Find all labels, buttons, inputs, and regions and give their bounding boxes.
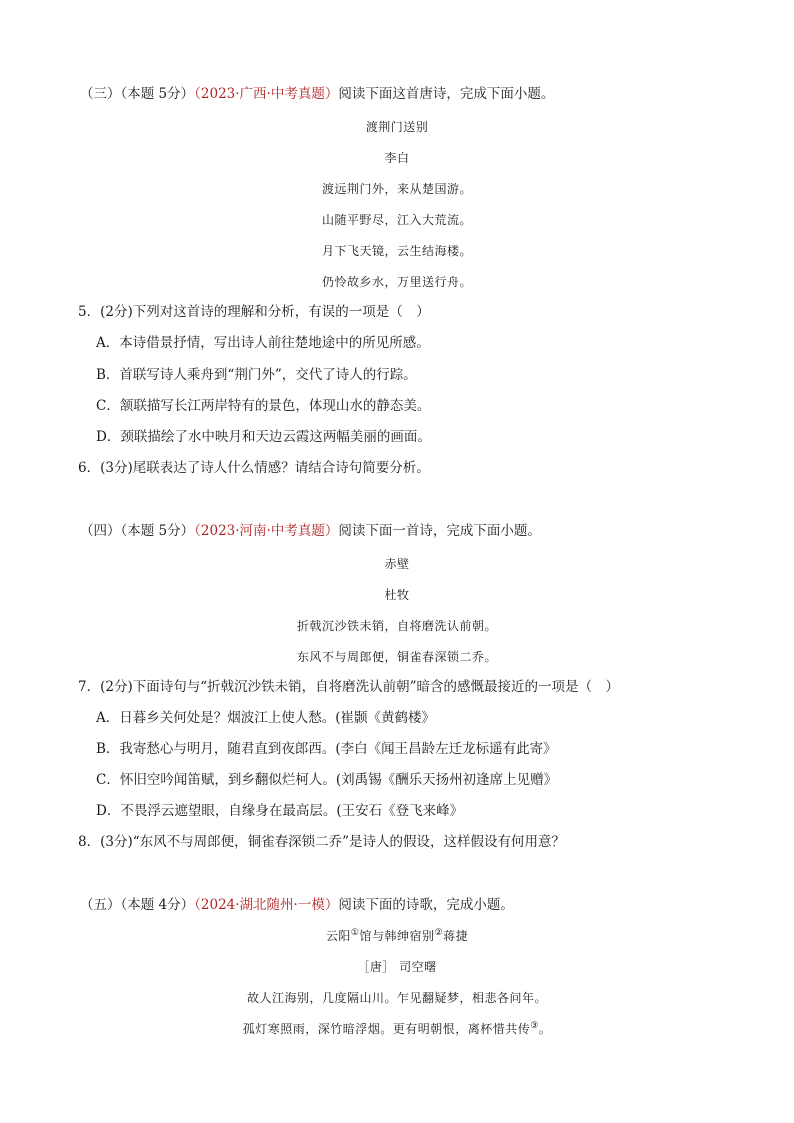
section4-poem-author: 杜牧 <box>384 588 410 602</box>
section4-header <box>80 522 541 540</box>
section3-poem-title: 渡荆门送别 <box>365 120 429 134</box>
question-5-option-b: B．首联写诗人乘舟到“荆门外”，交代了诗人的行踪。 <box>96 367 417 383</box>
question-5-option-d: D．颈联描绘了水中映月和天边云霞这两幅美丽的画面。 <box>96 429 431 445</box>
section3-header-source: （2023·广西·中考真题） <box>194 86 339 102</box>
question-5: 5．(2分)下列对这首诗的理解和分析，有误的一项是（ ） <box>78 304 430 320</box>
section5-poem-line2-end: 。 <box>538 1022 552 1036</box>
footnote-marker: ① <box>350 928 360 938</box>
section5-header-source: （2024·湖北随州·一模） <box>194 897 339 913</box>
question-5-option-c: C．颔联描写长江两岸特有的景色，体现山水的静态美。 <box>96 398 431 414</box>
section3-poem-line: 月下飞天镜，云生结海楼。 <box>321 244 472 258</box>
section4-poem-title: 赤壁 <box>384 557 410 571</box>
section4-poem-line: 东风不与周郎便，铜雀春深锁二乔。 <box>296 650 497 664</box>
section4-header-source: （2023·河南·中考真题） <box>194 523 339 539</box>
section5-header-prefix: （五）（本题 4分） <box>80 897 195 913</box>
section5-poem-author: ［唐］ 司空曙 <box>357 960 437 974</box>
section5-poem-line2-text: 孤灯寒照雨，深竹暗浮烟。更有明朝恨，离杯惜共传 <box>242 1022 531 1036</box>
section5-header <box>80 896 514 914</box>
section4-header-suffix: 阅读下面一首诗，完成下面小题。 <box>338 523 541 539</box>
section3-header-suffix: 阅读下面这首唐诗，完成下面小题。 <box>338 86 555 102</box>
section5-poem-title <box>0 927 794 945</box>
section5-poem-title-c: 蒋捷 <box>443 929 469 943</box>
section3-poem-author: 李白 <box>384 151 410 165</box>
section5-header-suffix: 阅读下面的诗歌，完成小题。 <box>338 897 514 913</box>
question-8: 8．(3分)“东风不与周郎便，铜雀春深锁二乔”是诗人的假设，这样假设有何用意？ <box>78 834 566 850</box>
question-7: 7．(2分)下面诗句与“折戟沉沙铁未销，自将磨洗认前朝”暗含的感慨最接近的一项是（ ） <box>78 679 620 695</box>
section4-poem-line: 折戟沉沙铁未销，自将磨洗认前朝。 <box>296 619 497 633</box>
section5-poem-title-b: 馆与韩绅宿别 <box>359 929 435 943</box>
section3-poem-line: 仍怜故乡水，万里送行舟。 <box>321 275 472 289</box>
question-7-option-a: A．日暮乡关何处是？烟波江上使人愁。(崔颢《黄鹤楼》 <box>96 710 436 726</box>
question-7-option-b: B．我寄愁心与明月，随君直到夜郎西。(李白《闻王昌龄左迁龙标遥有此寄》 <box>96 741 557 757</box>
section4-header-prefix: （四）（本题 5分） <box>80 523 195 539</box>
question-7-option-d: D．不畏浮云遮望眼，自缘身在最高层。(王安石《登飞来峰》 <box>96 803 464 819</box>
section5-poem-line <box>0 1020 794 1038</box>
section3-poem-line: 山随平野尽，江入大荒流。 <box>321 213 472 227</box>
section3-poem-line: 渡远荆门外，来从楚国游。 <box>321 182 472 196</box>
question-6: 6．(3分)尾联表达了诗人什么情感？请结合诗句简要分析。 <box>78 460 430 476</box>
footnote-marker: ③ <box>530 1021 539 1031</box>
section5-poem-line: 故人江海别，几度隔山川。乍见翻疑梦，相悲各问年。 <box>246 991 547 1005</box>
question-5-option-a: A．本诗借景抒情，写出诗人前往楚地途中的所见所感。 <box>96 335 430 351</box>
footnote-marker: ② <box>434 928 444 938</box>
question-7-option-c: C．怀旧空吟闻笛赋，到乡翻似烂柯人。(刘禹锡《酬乐天扬州初逢席上见赠》 <box>96 772 558 788</box>
section3-header-prefix: （三）（本题 5分） <box>80 86 195 102</box>
section5-poem-title-a: 云阳 <box>325 929 351 943</box>
section3-header <box>80 85 554 103</box>
